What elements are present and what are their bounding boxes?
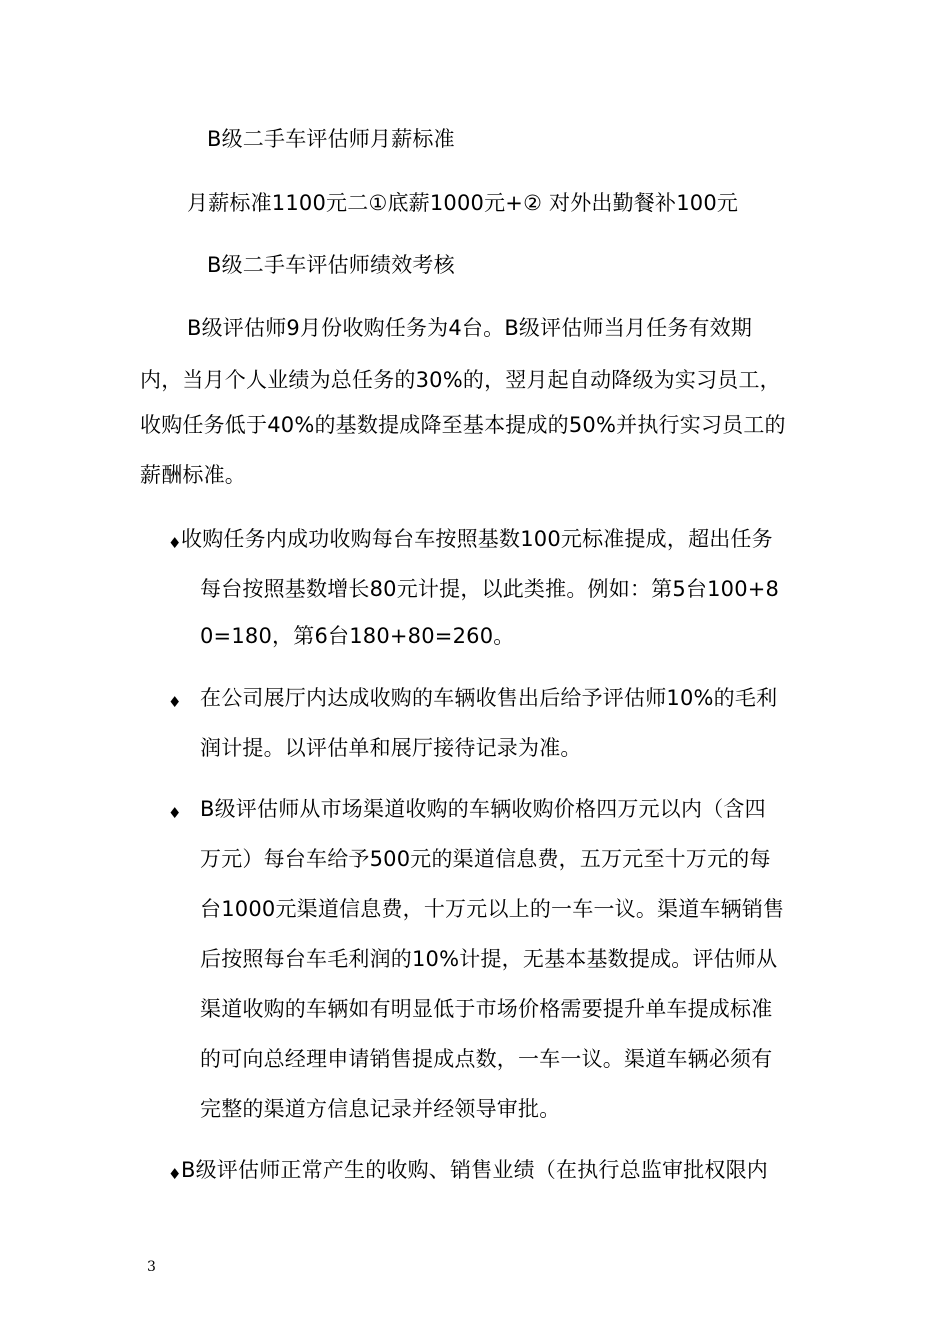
paragraph-line: 收购任务低于40%的基数提成降至基本提成的50%并执行实习员工的 [140,413,786,437]
bullet-line: 收购任务内成功收购每台车按照基数100元标准提成，超出任务 [181,527,773,551]
bullet-line: 每台按照基数增长80元计提，以此类推。例如：第5台100+8 [200,577,780,601]
paragraph-line: 内，当月个人业绩为总任务的30%的，翌月起自动降级为实习员工， [140,368,781,392]
bullet-line: 的可向总经理申请销售提成点数，一车一议。渠道车辆必须有 [200,1047,773,1071]
bullet-diamond-icon: ♦ [168,693,182,711]
bullet-diamond-icon: ♦ [168,534,182,552]
heading-monthly-salary: B级二手车评估师月薪标准 [207,127,455,151]
paragraph-line: 薪酬标准。 [140,463,246,487]
bullet-line: 完整的渠道方信息记录并经领导审批。 [200,1097,561,1121]
paragraph-line: B级评估师9月份收购任务为4台。B级评估师当月任务有效期 [187,316,753,340]
bullet-line: 万元）每台车给予500元的渠道信息费，五万元至十万元的每 [200,847,771,871]
page-number: 3 [147,1259,156,1275]
bullet-diamond-icon: ♦ [168,804,182,822]
bullet-line: 润计提。以评估单和展厅接待记录为准。 [200,736,582,760]
bullet-line: 台1000元渠道信息费，十万元以上的一车一议。渠道车辆销售 [200,897,785,921]
bullet-line: 后按照每台车毛利润的10%计提，无基本基数提成。评估师从 [200,947,778,971]
bullet-line: 渠道收购的车辆如有明显低于市场价格需要提升单车提成标准 [200,997,773,1021]
heading-performance: B级二手车评估师绩效考核 [207,253,455,277]
bullet-line: B级评估师从市场渠道收购的车辆收购价格四万元以内（含四 [200,797,766,821]
bullet-diamond-icon: ♦ [168,1165,182,1183]
bullet-line: 0=180，第6台180+80=260。 [200,624,515,648]
bullet-line: B级评估师正常产生的收购、销售业绩（在执行总监审批权限内 [181,1158,769,1182]
salary-line: 月薪标准1100元二①底薪1000元+② 对外出勤餐补100元 [187,191,739,215]
bullet-line: 在公司展厅内达成收购的车辆收售出后给予评估师10%的毛利 [200,686,778,710]
